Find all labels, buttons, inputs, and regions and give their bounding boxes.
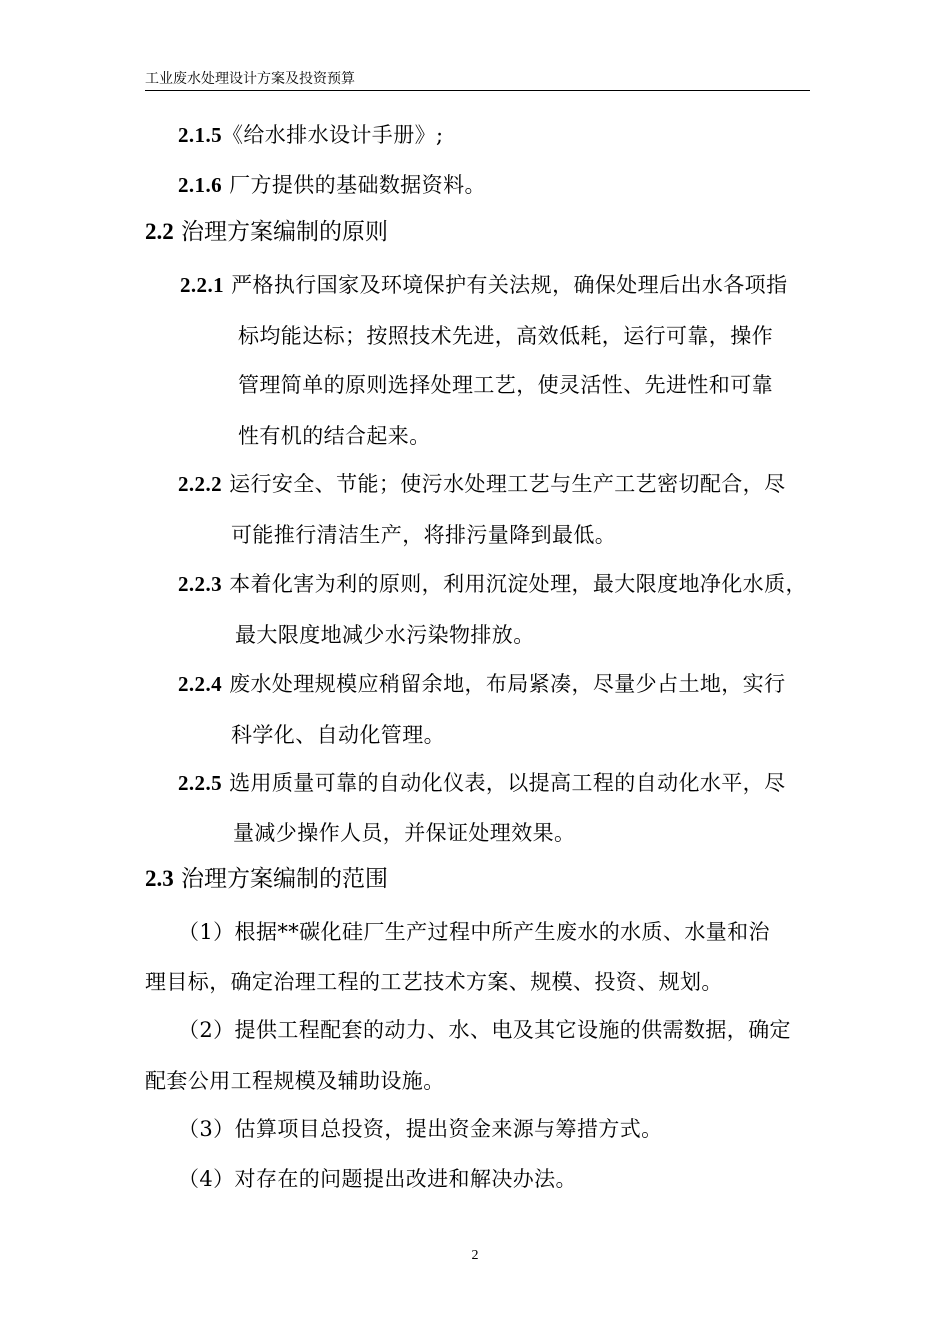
- section-number: 2.2: [145, 219, 174, 244]
- scope-item-3: （3）估算项目总投资，提出资金来源与筹措方式。: [178, 1117, 663, 1141]
- list-item-2-1-6: [178, 170, 486, 200]
- paragraph-2-2-2-line-2: 可能推行清洁生产，将排污量降到最低。: [231, 523, 617, 547]
- paragraph-2-2-1-line-2: 标均能达标；按照技术先进，高效低耗，运行可靠，操作: [238, 324, 773, 348]
- item-number: 2.1.5: [178, 123, 222, 147]
- section-title: 治理方案编制的范围: [173, 866, 389, 892]
- paragraph-2-2-2-line-1: [178, 469, 785, 499]
- list-item-2-1-5: [178, 120, 443, 150]
- section-title: 治理方案编制的原则: [173, 219, 389, 245]
- section-number: 2.3: [145, 866, 174, 891]
- item-text: 《给水排水设计手册》;: [222, 123, 444, 147]
- paragraph-2-2-5-line-1: [178, 768, 785, 798]
- paragraph-2-2-4-line-1: [178, 669, 785, 699]
- scope-item-2-line-2: 配套公用工程规模及辅助设施。: [145, 1069, 445, 1093]
- paragraph-text: 严格执行国家及环境保护有关法规，确保处理后出水各项指: [224, 273, 788, 297]
- header-title: 工业废水处理设计方案及投资预算: [145, 71, 355, 87]
- scope-item-2-line-1: （2）提供工程配套的动力、水、电及其它设施的供需数据，确定: [178, 1018, 791, 1042]
- scope-item-1-line-2: 理目标，确定治理工程的工艺技术方案、规模、投资、规划。: [145, 970, 723, 994]
- paragraph-text: 选用质量可靠的自动化仪表，以提高工程的自动化水平，尽: [222, 771, 786, 795]
- section-heading-2-2: [145, 216, 388, 248]
- paragraph-text: 废水处理规模应稍留余地，布局紧凑，尽量少占土地，实行: [222, 672, 786, 696]
- paragraph-2-2-1-line-3: 管理简单的原则选择处理工艺，使灵活性、先进性和可靠: [238, 373, 773, 397]
- paragraph-text: 运行安全、节能；使污水处理工艺与生产工艺密切配合，尽: [222, 472, 786, 496]
- paragraph-2-2-3-line-1: [178, 569, 807, 599]
- page-number: 2: [471, 1248, 479, 1263]
- paragraph-text: 本着化害为利的原则，利用沉淀处理，最大限度地净化水质，: [222, 572, 807, 596]
- paragraph-2-2-4-line-2: 科学化、自动化管理。: [231, 723, 445, 747]
- item-number: 2.2.4: [178, 672, 222, 696]
- paragraph-2-2-1-line-4: 性有机的结合起来。: [238, 424, 431, 448]
- item-number: 2.2.1: [180, 273, 224, 297]
- paragraph-2-2-5-line-2: 量减少操作人员，并保证处理效果。: [233, 821, 576, 845]
- item-number: 2.2.5: [178, 771, 222, 795]
- item-number: 2.2.3: [178, 572, 222, 596]
- item-number: 2.1.6: [178, 173, 222, 197]
- scope-item-1-line-1: （1）根据**碳化硅厂生产过程中所产生废水的水质、水量和治: [178, 920, 770, 944]
- paragraph-2-2-1-line-1: [180, 270, 787, 300]
- item-text: 厂方提供的基础数据资料。: [222, 173, 486, 197]
- scope-item-4: （4）对存在的问题提出改进和解决办法。: [178, 1167, 577, 1191]
- section-heading-2-3: [145, 863, 388, 895]
- item-number: 2.2.2: [178, 472, 222, 496]
- page-header: [145, 70, 810, 91]
- paragraph-2-2-3-line-2: 最大限度地减少水污染物排放。: [235, 623, 535, 647]
